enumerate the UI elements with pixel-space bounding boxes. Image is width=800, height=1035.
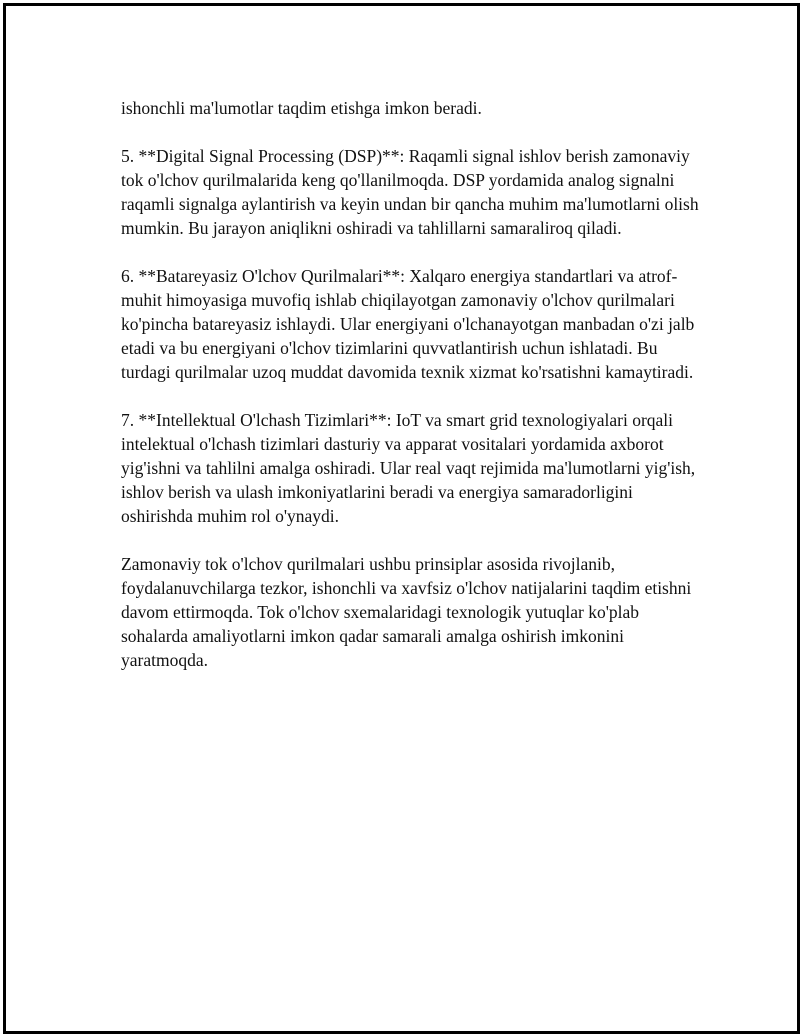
paragraph-batteryless-devices: 6. **Batareyasiz O'lchov Qurilmalari**: Xalqaro energiya standartlari va atrof-muhit himoyasiga muvofiq ishlab chiqilayotgan zamonaviy o'lchov qurilmalari ko'pincha batareyasiz ishlaydi. Ular energiyani o'lchanayotgan manbadan o'zi jalb etadi va bu energiyani o'lchov tizimlarini quvvatlantirish uchun ishlatadi. Bu turdagi qurilmalar uzoq muddat davomida texnik xizmat ko'rsatishni kamaytiradi. (121, 266, 695, 382)
paragraph-continuation: ishonchli ma'lumotlar taqdim etishga imkon beradi. (121, 98, 482, 118)
paragraph-intelligent-systems: 7. **Intellektual O'lchash Tizimlari**: IoT va smart grid texnologiyalari orqali intelektual o'lchash tizimlari dasturiy va apparat vositalari yordamida axborot yig'ishni va tahlilni amalga oshiradi. Ular real vaqt rejimida ma'lumotlarni yig'ish, ishlov berish va ulash imkoniyatlarini beradi va energiya samaradorligini oshirishda muhim rol o'ynaydi. (121, 410, 696, 526)
paragraph-conclusion: Zamonaviy tok o'lchov qurilmalari ushbu prinsiplar asosida rivojlanib, foydalanuvchilarga tezkor, ishonchli va xavfsiz o'lchov natijalarini taqdim etishni davom ettirmoqda. Tok o'lchov sxemalaridagi texnologik yutuqlar ko'plab sohalarda amaliyotlarni imkon qadar samarali amalga oshirish imkonini yaratmoqda. (121, 554, 692, 670)
page-frame (3, 3, 800, 1034)
paragraph-dsp: 5. **Digital Signal Processing (DSP)**: Raqamli signal ishlov berish zamonaviy tok o'lchov qurilmalarida keng qo'llanilmoqda. DSP yordamida analog signalni raqamli signalga aylantirish va keyin undan bir qancha muhim ma'lumotlarni olish mumkin. Bu jarayon aniqlikni oshiradi va tahlillarni samaraliroq qiladi. (121, 146, 699, 238)
document-body (121, 96, 701, 672)
